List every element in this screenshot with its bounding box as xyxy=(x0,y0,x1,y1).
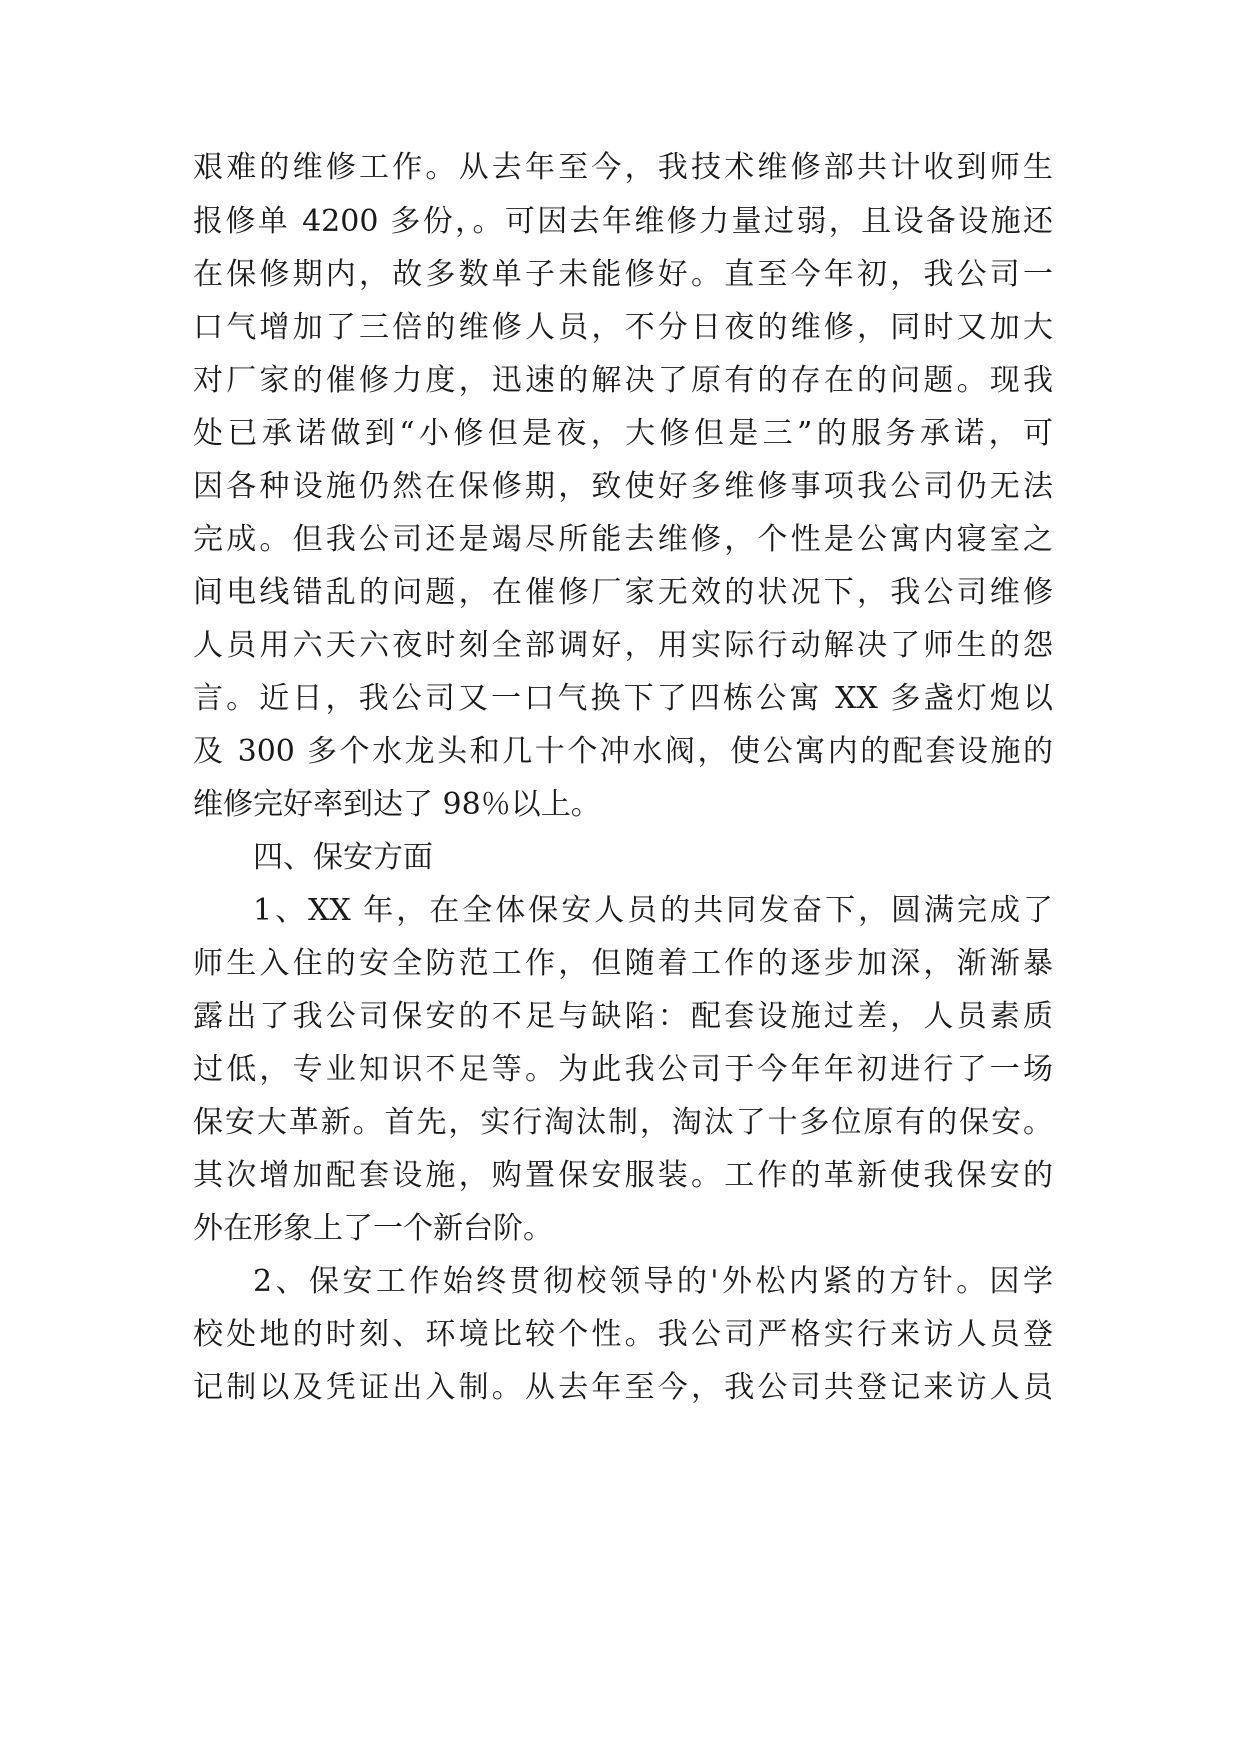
text-line: 处已承诺做到“小修但是夜，大修但是三”的服务承诺，可 xyxy=(193,416,1053,451)
text-line: 言。近日，我公司又一口气换下了四栋公寓 XX 多盏灯炮以 xyxy=(193,681,1053,716)
text-line: 艰难的维修工作。从去年至今，我技术维修部共计收到师生 xyxy=(193,150,1053,185)
text-line: 师生入住的安全防范工作，但随着工作的逐步加深，渐渐暴 xyxy=(193,946,1053,981)
text-line: 在保修期内，故多数单子未能修好。直至今年初，我公司一 xyxy=(193,257,1053,292)
text-line: 报修单 4200 多份，。可因去年维修力量过弱，且设备设施还 xyxy=(193,204,1053,239)
text-line: 校处地的时刻、环境比较个性。我公司严格实行来访人员登 xyxy=(193,1317,1053,1352)
text-line: 及 300 多个水龙头和几十个冲水阀，使公寓内的配套设施的 xyxy=(193,734,1053,769)
text-line: 因各种设施仍然在保修期，致使好多维修事项我公司仍无法 xyxy=(193,469,1053,504)
text-line: 1、XX 年，在全体保安人员的共同发奋下，圆满完成了 xyxy=(253,893,1053,928)
text-line: 过低，专业知识不足等。为此我公司于今年年初进行了一场 xyxy=(193,1052,1053,1087)
text-line: 露出了我公司保安的不足与缺陷：配套设施过差，人员素质 xyxy=(193,999,1053,1034)
text-line: 口气增加了三倍的维修人员，不分日夜的维修，同时又加大 xyxy=(193,310,1053,345)
text-line: 完成。但我公司还是竭尽所能去维修，个性是公寓内寝室之 xyxy=(193,522,1053,557)
section-heading: 四、保安方面 xyxy=(253,840,433,875)
text-line: 保安大革新。首先，实行淘汰制，淘汰了十多位原有的保安。 xyxy=(193,1105,1053,1140)
text-line: 人员用六天六夜时刻全部调好，用实际行动解决了师生的怨 xyxy=(193,628,1053,663)
text-line: 其次增加配套设施，购置保安服装。工作的革新使我保安的 xyxy=(193,1158,1053,1193)
text-line: 间电线错乱的问题，在催修厂家无效的状况下，我公司维修 xyxy=(193,575,1053,610)
text-line: 维修完好率到达了 98％以上。 xyxy=(193,787,601,822)
text-line: 2、保安工作始终贯彻校领导的'外松内紧的方针。因学 xyxy=(253,1264,1053,1299)
text-line: 记制以及凭证出入制。从去年至今，我公司共登记来访人员 xyxy=(193,1370,1053,1405)
text-line: 外在形象上了一个新台阶。 xyxy=(193,1211,553,1246)
text-line: 对厂家的催修力度，迅速的解决了原有的存在的问题。现我 xyxy=(193,363,1053,398)
